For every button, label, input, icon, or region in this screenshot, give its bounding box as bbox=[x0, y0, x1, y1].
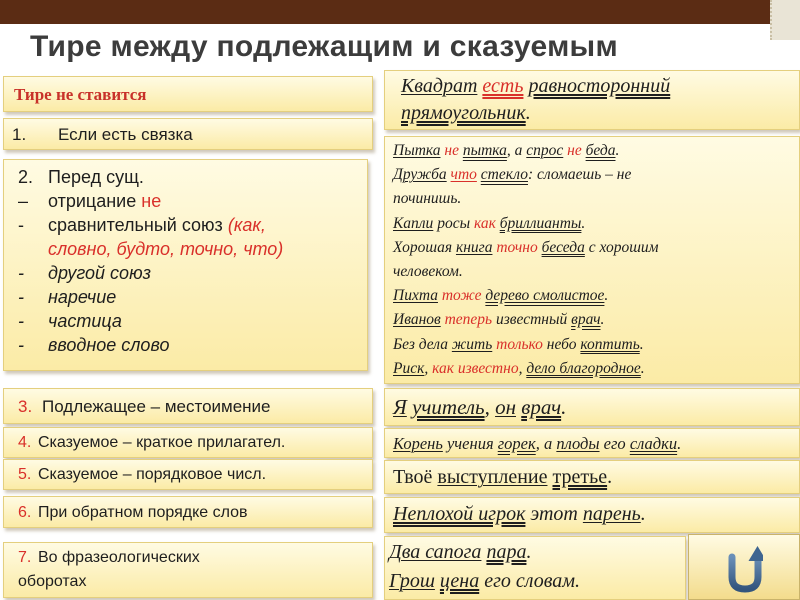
example-mark: жить bbox=[451, 335, 493, 353]
example-mark: теперь bbox=[444, 311, 493, 329]
example-mark: как известно bbox=[432, 359, 519, 377]
example-text: . bbox=[604, 287, 609, 305]
rule-5-text: Сказуемое – порядковое числ. bbox=[38, 466, 267, 483]
example-text: . bbox=[600, 311, 605, 329]
example-text: росы bbox=[433, 214, 474, 232]
example-mark: бриллианты bbox=[499, 214, 582, 232]
rule-5-num: 5. bbox=[18, 466, 32, 483]
example-mark: беседа bbox=[541, 238, 585, 256]
slide-title: Тире между подлежащим и сказуемым bbox=[30, 30, 618, 63]
example-1-subject: Квадрат bbox=[401, 75, 478, 97]
rule-3-box bbox=[3, 388, 373, 424]
example-mark: не bbox=[444, 142, 459, 159]
example-2-line bbox=[393, 360, 645, 378]
example-text: . bbox=[581, 214, 586, 232]
rule-7-num: 7. bbox=[18, 549, 32, 566]
example-6-box bbox=[384, 497, 800, 533]
example-mark: не bbox=[567, 142, 582, 159]
rule-2-box bbox=[3, 159, 368, 371]
example-text: : сломаешь – не bbox=[527, 166, 632, 184]
example-1-predicate: равносторонний bbox=[528, 75, 671, 97]
example-4-box bbox=[384, 428, 800, 458]
rule-5-box bbox=[3, 459, 373, 490]
rule-7-line1: Во фразеологических bbox=[38, 549, 200, 566]
example-mark: Дружба bbox=[393, 166, 447, 184]
rule-1-text: Если есть связка bbox=[58, 125, 193, 144]
example-text: починишь. bbox=[393, 190, 462, 208]
example-1-box bbox=[384, 70, 800, 130]
example-mark: как bbox=[473, 214, 496, 232]
example-mark: Пихта bbox=[393, 287, 438, 305]
example-mark: тоже bbox=[441, 287, 482, 305]
example-2-line bbox=[393, 311, 604, 329]
example-3-box bbox=[384, 388, 800, 426]
example-2-line bbox=[393, 215, 585, 233]
rule-2-item: словно, будто, точно, что) bbox=[48, 239, 284, 259]
rule-6-text: При обратном порядке слов bbox=[38, 504, 248, 521]
rule-7-box bbox=[3, 542, 373, 598]
example-text: с хорошим bbox=[584, 238, 659, 256]
example-2-line bbox=[393, 287, 608, 305]
example-3-text: Я учитель, он врач. bbox=[393, 395, 567, 419]
example-mark: Риск bbox=[393, 359, 425, 377]
corner-decoration bbox=[770, 0, 800, 40]
heading: Тире не ставится bbox=[14, 85, 147, 104]
example-mark: коптить bbox=[580, 335, 640, 353]
rule-2-head: 2. Перед сущ. bbox=[18, 167, 144, 187]
example-mark: книга bbox=[455, 238, 493, 256]
example-mark: что bbox=[450, 166, 477, 184]
example-2-line bbox=[393, 190, 461, 208]
example-1-link: есть bbox=[482, 75, 524, 97]
rule-2-item: - другой союз bbox=[18, 263, 151, 283]
u-turn-arrow-icon[interactable] bbox=[727, 541, 763, 593]
example-2-line bbox=[393, 166, 631, 184]
example-1-line2: прямоугольник. bbox=[401, 102, 531, 124]
rule-2-item: – отрицание не bbox=[18, 191, 162, 211]
example-mark: дело благородное bbox=[526, 359, 641, 377]
example-mark: стекло bbox=[480, 166, 528, 184]
rule-1-box bbox=[3, 118, 373, 150]
rule-6-box bbox=[3, 496, 373, 528]
example-mark: только bbox=[496, 335, 543, 353]
example-text: человеком. bbox=[393, 263, 463, 280]
rule-1-num: 1. bbox=[12, 125, 27, 144]
example-text: небо bbox=[542, 335, 581, 353]
example-2-line bbox=[393, 263, 463, 281]
rule-3-text: Подлежащее – местоимение bbox=[42, 397, 271, 416]
example-mark: пытка bbox=[462, 142, 507, 159]
example-2-line bbox=[393, 239, 659, 257]
rule-3-num: 3. bbox=[18, 397, 33, 416]
example-6-text: Неплохой игрок этот парень. bbox=[393, 503, 646, 525]
rule-4-box bbox=[3, 427, 373, 458]
example-mark: врач bbox=[571, 311, 601, 329]
example-text: . bbox=[639, 335, 644, 353]
example-mark: Капли bbox=[393, 214, 434, 232]
example-7-box bbox=[384, 536, 686, 600]
example-mark: спрос bbox=[526, 142, 564, 159]
example-mark: дерево смолистое bbox=[485, 287, 605, 305]
rule-4-num: 4. bbox=[18, 434, 32, 451]
rule-2-item: - сравнительный союз (как, bbox=[18, 215, 266, 235]
example-2-box bbox=[384, 136, 800, 384]
top-bar bbox=[0, 0, 800, 24]
heading-box bbox=[3, 76, 373, 112]
example-4-text: Корень учения горек, а плоды его сладки. bbox=[393, 434, 682, 453]
example-text: Без дела bbox=[393, 335, 452, 353]
back-nav-button[interactable] bbox=[688, 534, 800, 600]
rule-2-item: - вводное слово bbox=[18, 335, 170, 355]
example-1-line1 bbox=[401, 75, 670, 98]
example-mark: Иванов bbox=[393, 311, 441, 329]
example-7-text: Два сапога пара. bbox=[389, 541, 532, 563]
example-text: , bbox=[424, 359, 433, 377]
example-text: , а bbox=[506, 142, 527, 159]
example-5-box bbox=[384, 460, 800, 494]
example-text: Хорошая bbox=[393, 238, 456, 256]
example-8-text: Грош цена его словам. bbox=[389, 570, 581, 592]
example-text: известный bbox=[492, 311, 572, 329]
example-mark: беда bbox=[585, 142, 616, 159]
example-mark: точно bbox=[496, 238, 538, 256]
example-2-line bbox=[393, 142, 619, 160]
rule-6-num: 6. bbox=[18, 504, 32, 521]
example-mark: Пытка bbox=[393, 142, 441, 159]
rule-7-line2: оборотах bbox=[18, 573, 87, 590]
example-text: . bbox=[640, 359, 645, 377]
rule-4-text: Сказуемое – краткое прилагател. bbox=[38, 434, 286, 451]
example-text: , bbox=[518, 359, 527, 377]
rule-2-item: - наречие bbox=[18, 287, 117, 307]
rule-2-item: - частица bbox=[18, 311, 122, 331]
example-text: . bbox=[615, 142, 620, 159]
example-5-text: Твоё выступление третье. bbox=[393, 466, 613, 488]
example-2-line bbox=[393, 336, 644, 354]
